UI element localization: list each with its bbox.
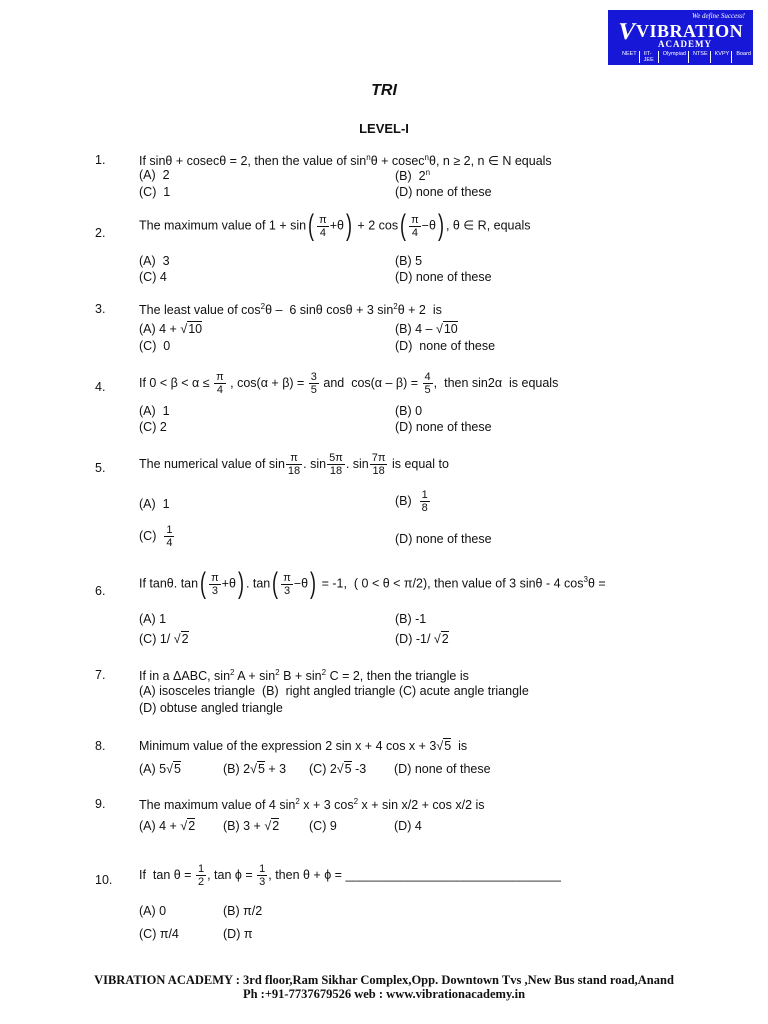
- option-a: (A) 4 + √10: [139, 322, 203, 336]
- option-b: (B) 0: [395, 404, 423, 418]
- question-stem: If sinθ + cosecθ = 2, then the value of $\sin^n\theta + cosec^n\theta$, n ≥ 2, n ∈ N equals: [139, 153, 552, 169]
- option-b: (B) 2√5 + 3: [223, 762, 287, 776]
- option-b: (B) 3 + √2: [223, 819, 280, 833]
- option-d: (D) 4: [394, 819, 422, 833]
- option-c: (C) 4: [139, 270, 167, 284]
- footer-address: VIBRATION ACADEMY : 3rd floor,Ram Sikhar Complex,Opp. Downtown Tvs ,New Bus stand road,Anand: [94, 973, 674, 987]
- level-heading: LEVEL-I: [359, 121, 409, 136]
- option-b: (B) π/2: [223, 904, 263, 918]
- option-a: (A) 5√5: [139, 762, 181, 776]
- question-stem: The least value of $\cos^2\theta - 6$ sinθ cosθ + 3 $\sin^2\theta + 2$ is: [139, 302, 442, 318]
- question-number: 3.: [95, 302, 106, 316]
- option-a: (A) 1: [139, 612, 167, 626]
- question-stem: The numerical value of sin $\frac{\pi}{18}$ . sin $\frac{5\pi}{18}$ . sin $\frac{7\pi}{18}$ is equal to: [139, 452, 449, 477]
- option-c: (C) 9: [309, 819, 337, 833]
- vibration-academy-logo: We define Success! V VIBRATION ACADEMY NEET IIT-JEE Olympiad NTSE KVPY Board: [608, 10, 753, 65]
- options-line-2: (D) obtuse angled triangle: [139, 701, 283, 715]
- option-d: (D) none of these: [395, 339, 496, 353]
- question-number: 7.: [95, 668, 106, 682]
- option-c: (C) 2√5 -3: [309, 762, 367, 776]
- question-stem: The maximum value of 1 + sin( $\frac{\pi}{4}$ +θ) + 2 cos( $\frac{\pi}{4}$ −θ) , θ ∈ R, equals: [139, 209, 531, 242]
- option-a: (A) 0: [139, 904, 167, 918]
- footer: [0, 973, 768, 1001]
- option-d: (D) none of these: [394, 762, 491, 776]
- option-d: (D) -1/ √2: [395, 632, 449, 646]
- question-number: 10.: [95, 873, 113, 887]
- option-a: (A) 4 + √2: [139, 819, 196, 833]
- question-stem: If 0 < β < α ≤ $\frac{\pi}{4}$ , cos(α + β) = $\frac{3}{5}$ and cos(α – β) = $\frac{4}{5}$ , then sin2α is equals: [139, 371, 559, 396]
- question-number: 1.: [95, 153, 106, 167]
- option-b: (B) 2$^n$: [395, 168, 431, 184]
- question-stem: Minimum value of the expression 2 sin x + 4 cos x + 3√5 is: [139, 739, 468, 753]
- option-d: (D) none of these: [395, 185, 492, 199]
- option-b: (B) 5: [395, 254, 423, 268]
- question-stem: The maximum value of 4 $\sin^2 x + 3$ $\cos^2 x + \sin x/2 + \cos x/2$ is: [139, 797, 485, 813]
- question-number: 2.: [95, 226, 106, 240]
- option-d: (D) none of these: [395, 270, 492, 284]
- option-a: (A) 1: [139, 404, 170, 418]
- option-c: (C) 1/ √2: [139, 632, 189, 646]
- question-stem: If tan θ = $\frac{1}{2}$ , tan ϕ = $\frac{1}{3}$ , then θ + ϕ = _______________________________: [139, 863, 561, 888]
- option-a: (A) 3: [139, 254, 170, 268]
- option-b: (B) $\frac{1}{8}$: [395, 489, 428, 514]
- option-b: (B) 4 – √10: [395, 322, 458, 336]
- option-b: (B) -1: [395, 612, 427, 626]
- option-c: (C) 0: [139, 339, 171, 353]
- question-number: 9.: [95, 797, 106, 811]
- footer-contact: Ph :+91-7737679526 web : www.vibrationacademy.in: [242, 987, 526, 1001]
- option-a: (A) 1: [139, 497, 170, 511]
- question-number: 4.: [95, 380, 106, 394]
- option-d: (D) none of these: [395, 420, 492, 434]
- option-c: (C) π/4: [139, 927, 179, 941]
- options-line-1: (A) isosceles triangle (B) right angled triangle (C) acute angle triangle: [139, 684, 529, 698]
- option-d: (D) π: [223, 927, 253, 941]
- option-d: (D) none of these: [395, 532, 492, 546]
- question-number: 8.: [95, 739, 106, 753]
- question-stem: If in a ΔABC, $\sin^2 A + \sin^2 B + \sin^2 C = 2$, then the triangle is: [139, 668, 469, 684]
- question-number: 5.: [95, 461, 106, 475]
- option-c: (C) $\frac{1}{4}$: [139, 524, 173, 549]
- option-c: (C) 1: [139, 185, 171, 199]
- option-c: (C) 2: [139, 420, 167, 434]
- question-number: 6.: [95, 584, 106, 598]
- page-title: TRI: [371, 82, 397, 99]
- question-stem: If tanθ. tan( $\frac{\pi}{3}$ +θ) . tan( $\frac{\pi}{3}$ −θ) = -1, ( 0 < θ < π/2), then value of 3 sinθ - 4 $\cos^3\theta$ =: [139, 567, 606, 600]
- option-a: (A) 2: [139, 168, 170, 182]
